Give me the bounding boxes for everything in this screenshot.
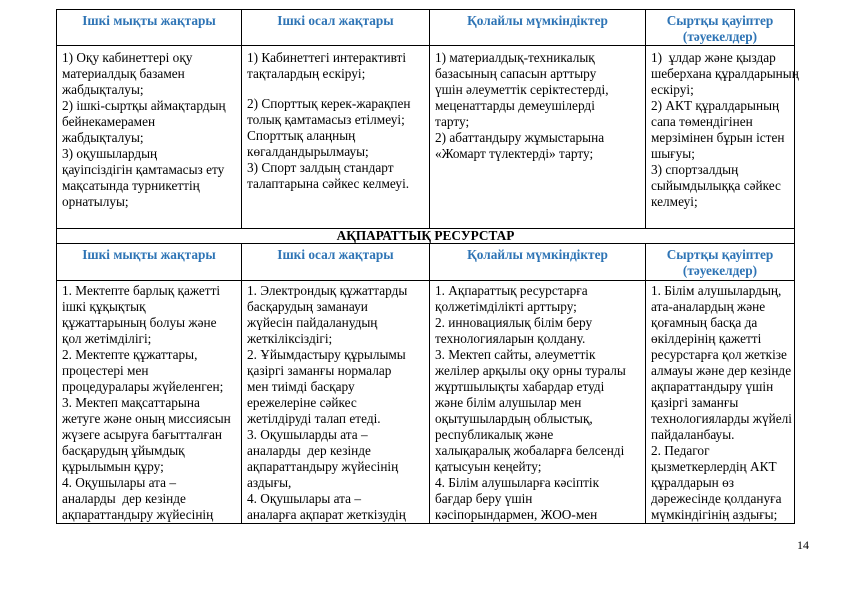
cell-line: қазіргі заманғы — [651, 395, 739, 410]
cell-line: қолжетімділікті арттыру; — [435, 299, 577, 314]
cell-line: ескіруі; — [651, 82, 694, 97]
column-header-opportunities: Қолайлы мүмкіндіктер — [430, 244, 646, 281]
cell-line: тақталардың ескіруі; — [247, 66, 366, 81]
cell-line: халықаралық жобаларға белсенді — [435, 443, 625, 458]
cell-line: көгалдандырылмауы; — [247, 144, 369, 159]
table-cell-opportunities — [430, 46, 646, 229]
cell-line: 1) Оқу кабинеттері оқу — [62, 50, 193, 65]
cell-line: аналарға ақпарат жеткізудің — [247, 507, 406, 522]
cell-line: қол жетімділігі; — [62, 331, 152, 346]
cell-line: 2) ішкі-сыртқы аймақтардың — [62, 98, 226, 113]
cell-line: ресурстарға қол жеткізе — [651, 347, 787, 362]
cell-line: орнатылуы; — [62, 194, 129, 209]
cell-line: жеткіліксіздігі; — [247, 331, 333, 346]
cell-line: толық қамтамасыз етілмеуі; — [247, 112, 405, 127]
cell-line: мен тиімді басқару — [247, 379, 355, 394]
table-row — [57, 281, 795, 524]
column-header-threats: Сыртқы қауіптер (тәуекелдер) — [646, 244, 795, 281]
cell-line: 1) ұлдар және қыздар — [651, 50, 776, 65]
cell-line: 4. Білім алушыларға кәсіптік — [435, 475, 600, 490]
cell-line: ата-аналардың және — [651, 299, 766, 314]
cell-line: бейнекамерамен — [62, 114, 156, 129]
cell-line: тарту; — [435, 114, 470, 129]
column-header-strengths: Ішкі мықты жақтары — [57, 10, 242, 46]
cell-paragraph — [62, 283, 238, 523]
table-row — [57, 46, 795, 229]
cell-line: құжаттарының болуы және — [62, 315, 217, 330]
column-header-weaknesses: Ішкі осал жақтары — [242, 10, 430, 46]
cell-paragraph — [62, 50, 238, 210]
cell-line: желілер арқылы оқу орны туралы — [435, 363, 626, 378]
cell-paragraph — [247, 50, 426, 82]
header-row — [57, 244, 795, 281]
cell-line: 3) Спорт залдың стандарт — [247, 160, 394, 175]
cell-line: ақпараттандыру жүйесінің — [247, 459, 399, 474]
cell-line: технологияларды жүйелі — [651, 411, 792, 426]
cell-line: жетуге және оның миссиясын — [62, 411, 231, 426]
cell-paragraph — [651, 50, 799, 210]
cell-paragraph — [435, 283, 642, 523]
cell-line: жетілдіруді талап етеді. — [247, 411, 381, 426]
cell-line: қоғамның басқа да — [651, 315, 758, 330]
cell-line: материалдық базамен — [62, 66, 185, 81]
cell-line: ақпараттандыру жүйесінің — [62, 507, 214, 522]
cell-line: 4. Оқушылары ата – — [62, 475, 177, 490]
cell-line: сапа төмендігінен — [651, 114, 753, 129]
cell-line: ережелеріне сәйкес — [247, 395, 357, 410]
cell-line: 1. Білім алушылардың, — [651, 283, 782, 298]
cell-line: 2) Спорттық керек-жарақпен — [247, 96, 411, 111]
table-cell-strengths — [57, 281, 242, 524]
cell-line: 3) спортзалдың — [651, 162, 739, 177]
cell-line: процестері мен — [62, 363, 149, 378]
cell-line: мақсатында турникеттің — [62, 178, 200, 193]
cell-line: Спорттық алаңның — [247, 128, 356, 143]
column-header-opportunities: Қолайлы мүмкіндіктер — [430, 10, 646, 46]
cell-line: 3. Мектеп сайты, әлеуметтік — [435, 347, 596, 362]
cell-line: 1) материалдық-техникалық — [435, 50, 595, 65]
cell-line: қазіргі заманғы нормалар — [247, 363, 392, 378]
table-cell-weaknesses — [242, 281, 430, 524]
cell-line: 1) Кабинеттегі интерактивті — [247, 50, 407, 65]
cell-line: базасының сапасын арттыру — [435, 66, 597, 81]
cell-line: басқарудың ұйымдық — [62, 443, 185, 458]
page-number: 14 — [797, 538, 809, 552]
cell-line: 3. Мектеп мақсаттарына — [62, 395, 200, 410]
cell-line: құрылымын құру; — [62, 459, 164, 474]
section-title: АҚПАРАТТЫҚ РЕСУРСТАР — [57, 229, 795, 244]
cell-line: жабдықталуы; — [62, 82, 144, 97]
cell-line: басқарудың заманауи — [247, 299, 368, 314]
cell-line: 2. инновациялық білім беру — [435, 315, 593, 330]
cell-paragraph — [435, 50, 642, 162]
cell-line: сыйымдылыққа сәйкес — [651, 178, 781, 193]
cell-line: қатысуын кеңейту; — [435, 459, 542, 474]
cell-line: шығуы; — [651, 146, 695, 161]
cell-line: жабдықталуы; — [62, 130, 144, 145]
column-header-strengths: Ішкі мықты жақтары — [57, 244, 242, 281]
cell-line: 2. Педагог — [651, 443, 710, 458]
cell-paragraph — [651, 283, 791, 523]
cell-line: 2) абаттандыру жұмыстарына — [435, 130, 605, 145]
cell-line: 2. Мектепте құжаттары, — [62, 347, 198, 362]
cell-line: қауіпсіздігін қамтамасыз ету — [62, 162, 225, 177]
cell-line: аналарды дер кезінде — [247, 443, 371, 458]
cell-line: республикалық және — [435, 427, 554, 442]
cell-line: құралдарын өз — [651, 475, 735, 490]
cell-line: жүзеге асыруға бағытталған — [62, 427, 222, 442]
cell-line: алмауы және дер кезінде — [651, 363, 792, 378]
header-row — [57, 10, 795, 46]
cell-line: 3. Оқушыларды ата – — [247, 427, 368, 442]
cell-line: меценаттарды демеушілерді — [435, 98, 595, 113]
cell-line: аналарды дер кезінде — [62, 491, 186, 506]
cell-paragraph — [247, 96, 426, 192]
cell-line: шеберхана құралдарының — [651, 66, 799, 81]
cell-line: 1. Электрондық құжаттарды — [247, 283, 408, 298]
table-cell-opportunities — [430, 281, 646, 524]
cell-line: қызметкерлердің АКТ — [651, 459, 777, 474]
table-cell-weaknesses — [242, 46, 430, 229]
cell-line: аздығы, — [247, 475, 292, 490]
cell-line: бағдар беру үшін — [435, 491, 533, 506]
cell-line: ақпараттандыру үшін — [651, 379, 774, 394]
cell-line: 1. Ақпараттық ресурстарға — [435, 283, 588, 298]
table-cell-threats — [646, 281, 795, 524]
table-cell-threats — [646, 46, 799, 229]
cell-line: 2) АКТ құралдарының — [651, 98, 780, 113]
cell-line: мерзімінен бұрын істен — [651, 130, 785, 145]
cell-line: «Жомарт түлектерді» тарту; — [435, 146, 594, 161]
cell-line: 4. Оқушылары ата – — [247, 491, 362, 506]
column-header-threats: Сыртқы қауіптер (тәуекелдер) — [646, 10, 795, 46]
cell-line: процедуралары жүйеленген; — [62, 379, 224, 394]
cell-line: және білім алушылар мен — [435, 395, 582, 410]
cell-line: үшін әлеуметтік серіктестерді, — [435, 82, 609, 97]
cell-line: жүйесін пайдаланудың — [247, 315, 378, 330]
cell-paragraph — [247, 283, 426, 523]
table-cell-strengths — [57, 46, 242, 229]
cell-line: кәсіпорындармен, ЖОО-мен — [435, 507, 598, 522]
cell-line: дәрежесінде қолдануға — [651, 491, 782, 506]
cell-line: пайдаланбауы. — [651, 427, 735, 442]
cell-line: оқытушылардың облыстық, — [435, 411, 593, 426]
cell-line: 1. Мектепте барлық қажетті — [62, 283, 221, 298]
section-row — [57, 229, 795, 244]
cell-line: жұртшылықты хабардар етуді — [435, 379, 605, 394]
cell-line: өкілдерінің қажетті — [651, 331, 762, 346]
cell-line: ішкі құқықтық — [62, 299, 146, 314]
cell-line: келмеуі; — [651, 194, 698, 209]
cell-line: 2. Ұйымдастыру құрылымы — [247, 347, 406, 362]
swot-table — [56, 9, 799, 524]
cell-line: талаптарына сәйкес келмеуі. — [247, 176, 410, 191]
cell-line: технологияларын қолдану. — [435, 331, 586, 346]
column-header-weaknesses: Ішкі осал жақтары — [242, 244, 430, 281]
cell-line: 3) оқушылардың — [62, 146, 158, 161]
cell-line: мүмкіндігінің аздығы; — [651, 507, 778, 522]
swot-table-body — [57, 10, 799, 524]
